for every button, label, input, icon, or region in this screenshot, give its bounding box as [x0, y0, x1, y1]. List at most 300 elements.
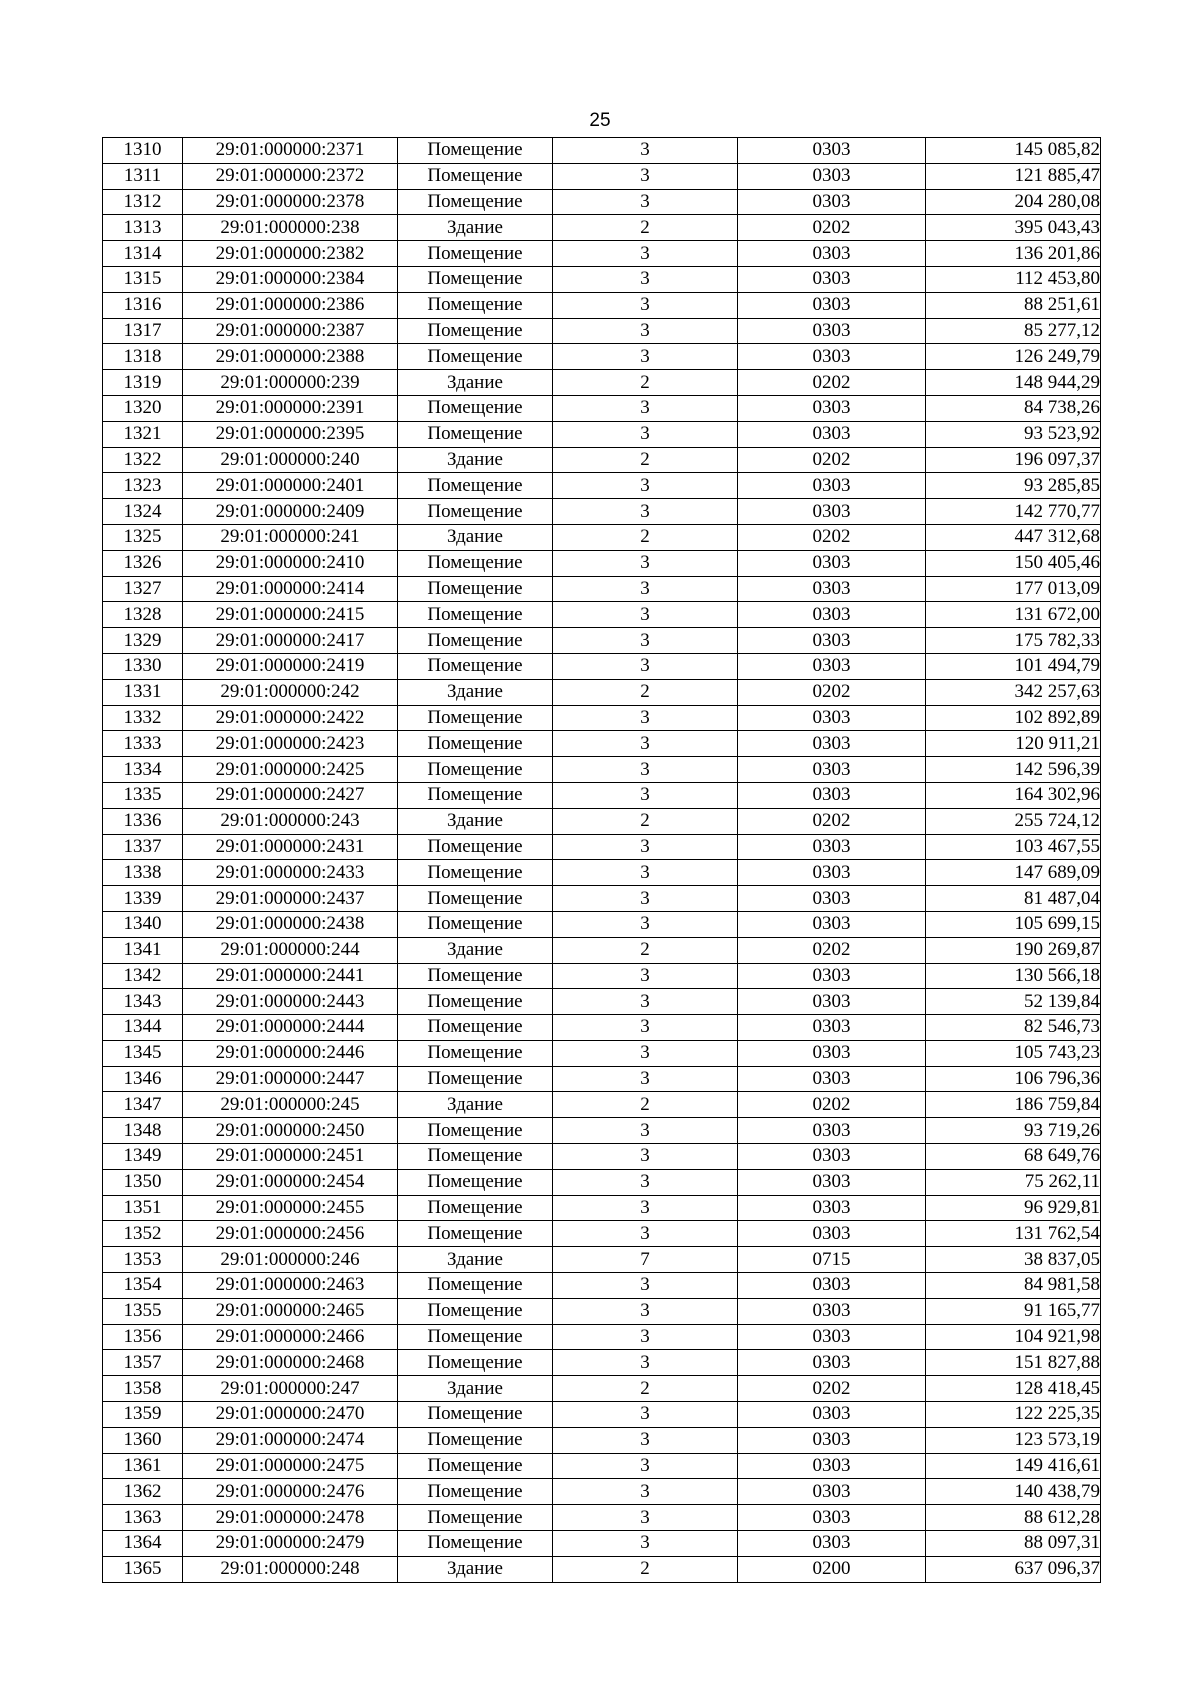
subgroup-code-cell: 0303	[738, 1169, 926, 1195]
group-cell: 3	[553, 1066, 738, 1092]
group-cell: 3	[553, 1221, 738, 1247]
page-number: 25	[589, 110, 611, 131]
row-number-cell: 1310	[103, 138, 183, 164]
row-number-cell: 1326	[103, 550, 183, 576]
group-cell: 3	[553, 1015, 738, 1041]
cadastral-value-cell: 93 719,26	[926, 1118, 1101, 1144]
cadastral-number-cell: 29:01:000000:2378	[183, 189, 398, 215]
subgroup-code-cell: 0303	[738, 782, 926, 808]
table-row	[103, 1066, 1101, 1092]
table-row	[103, 266, 1101, 292]
cadastral-value-cell: 81 487,04	[926, 886, 1101, 912]
group-cell: 7	[553, 1247, 738, 1273]
cadastral-value-cell: 126 249,79	[926, 344, 1101, 370]
subgroup-code-cell: 0303	[738, 1273, 926, 1299]
table-row	[103, 1453, 1101, 1479]
table-row	[103, 1376, 1101, 1402]
subgroup-code-cell: 0202	[738, 1092, 926, 1118]
group-cell: 3	[553, 1453, 738, 1479]
group-cell: 3	[553, 499, 738, 525]
table-row	[103, 602, 1101, 628]
cadastral-value-cell: 177 013,09	[926, 576, 1101, 602]
cadastral-value-cell: 148 944,29	[926, 370, 1101, 396]
object-type-cell: Помещение	[398, 138, 553, 164]
row-number-cell: 1315	[103, 266, 183, 292]
subgroup-code-cell: 0303	[738, 1298, 926, 1324]
table-row	[103, 395, 1101, 421]
subgroup-code-cell: 0202	[738, 215, 926, 241]
group-cell: 3	[553, 318, 738, 344]
table-row	[103, 576, 1101, 602]
cadastral-value-cell: 38 837,05	[926, 1247, 1101, 1273]
group-cell: 3	[553, 421, 738, 447]
cadastral-number-cell: 29:01:000000:2417	[183, 628, 398, 654]
group-cell: 2	[553, 808, 738, 834]
object-type-cell: Здание	[398, 447, 553, 473]
cadastral-value-cell: 186 759,84	[926, 1092, 1101, 1118]
object-type-cell: Помещение	[398, 628, 553, 654]
subgroup-code-cell: 0303	[738, 834, 926, 860]
cadastral-number-cell: 29:01:000000:2479	[183, 1531, 398, 1557]
object-type-cell: Здание	[398, 1092, 553, 1118]
group-cell: 3	[553, 1040, 738, 1066]
subgroup-code-cell: 0303	[738, 499, 926, 525]
cadastral-value-cell: 140 438,79	[926, 1479, 1101, 1505]
row-number-cell: 1350	[103, 1169, 183, 1195]
subgroup-code-cell: 0303	[738, 138, 926, 164]
group-cell: 3	[553, 602, 738, 628]
subgroup-code-cell: 0303	[738, 1221, 926, 1247]
group-cell: 3	[553, 138, 738, 164]
row-number-cell: 1336	[103, 808, 183, 834]
group-cell: 2	[553, 1092, 738, 1118]
cadastral-number-cell: 29:01:000000:238	[183, 215, 398, 241]
cadastral-number-cell: 29:01:000000:2414	[183, 576, 398, 602]
group-cell: 3	[553, 292, 738, 318]
cadastral-number-cell: 29:01:000000:2395	[183, 421, 398, 447]
subgroup-code-cell: 0200	[738, 1556, 926, 1582]
table-row	[103, 189, 1101, 215]
cadastral-value-cell: 84 738,26	[926, 395, 1101, 421]
object-type-cell: Помещение	[398, 1169, 553, 1195]
table-row	[103, 1427, 1101, 1453]
group-cell: 3	[553, 1144, 738, 1170]
subgroup-code-cell: 0715	[738, 1247, 926, 1273]
subgroup-code-cell: 0202	[738, 370, 926, 396]
cadastral-number-cell: 29:01:000000:242	[183, 679, 398, 705]
cadastral-number-cell: 29:01:000000:2470	[183, 1402, 398, 1428]
subgroup-code-cell: 0303	[738, 705, 926, 731]
object-type-cell: Здание	[398, 370, 553, 396]
row-number-cell: 1359	[103, 1402, 183, 1428]
subgroup-code-cell: 0202	[738, 447, 926, 473]
row-number-cell: 1335	[103, 782, 183, 808]
table-row	[103, 1144, 1101, 1170]
row-number-cell: 1327	[103, 576, 183, 602]
row-number-cell: 1338	[103, 860, 183, 886]
subgroup-code-cell: 0303	[738, 421, 926, 447]
table-row	[103, 757, 1101, 783]
cadastral-number-cell: 29:01:000000:244	[183, 937, 398, 963]
cadastral-number-cell: 29:01:000000:2437	[183, 886, 398, 912]
cadastral-value-cell: 93 523,92	[926, 421, 1101, 447]
table-row	[103, 499, 1101, 525]
object-type-cell: Помещение	[398, 1066, 553, 1092]
table-row	[103, 1040, 1101, 1066]
object-type-cell: Помещение	[398, 499, 553, 525]
group-cell: 3	[553, 628, 738, 654]
cadastral-value-cell: 122 225,35	[926, 1402, 1101, 1428]
object-type-cell: Помещение	[398, 1273, 553, 1299]
cadastral-number-cell: 29:01:000000:241	[183, 524, 398, 550]
cadastral-value-cell: 106 796,36	[926, 1066, 1101, 1092]
cadastral-value-cell: 164 302,96	[926, 782, 1101, 808]
row-number-cell: 1348	[103, 1118, 183, 1144]
row-number-cell: 1314	[103, 241, 183, 267]
cadastral-value-cell: 101 494,79	[926, 653, 1101, 679]
cadastral-number-cell: 29:01:000000:2415	[183, 602, 398, 628]
object-type-cell: Помещение	[398, 163, 553, 189]
row-number-cell: 1365	[103, 1556, 183, 1582]
object-type-cell: Помещение	[398, 653, 553, 679]
cadastral-value-cell: 103 467,55	[926, 834, 1101, 860]
row-number-cell: 1345	[103, 1040, 183, 1066]
cadastral-number-cell: 29:01:000000:2444	[183, 1015, 398, 1041]
cadastral-value-cell: 52 139,84	[926, 989, 1101, 1015]
subgroup-code-cell: 0303	[738, 1066, 926, 1092]
table-row	[103, 1298, 1101, 1324]
cadastral-value-cell: 105 743,23	[926, 1040, 1101, 1066]
cadastral-number-cell: 29:01:000000:243	[183, 808, 398, 834]
object-type-cell: Помещение	[398, 834, 553, 860]
cadastral-value-cell: 88 097,31	[926, 1531, 1101, 1557]
cadastral-value-cell: 136 201,86	[926, 241, 1101, 267]
cadastral-value-cell: 131 762,54	[926, 1221, 1101, 1247]
table-row	[103, 370, 1101, 396]
row-number-cell: 1324	[103, 499, 183, 525]
cadastral-value-cell: 88 251,61	[926, 292, 1101, 318]
table-row	[103, 679, 1101, 705]
row-number-cell: 1313	[103, 215, 183, 241]
row-number-cell: 1343	[103, 989, 183, 1015]
group-cell: 2	[553, 937, 738, 963]
table-row	[103, 344, 1101, 370]
object-type-cell: Помещение	[398, 757, 553, 783]
table-row	[103, 1015, 1101, 1041]
cadastral-value-cell: 104 921,98	[926, 1324, 1101, 1350]
cadastral-number-cell: 29:01:000000:2387	[183, 318, 398, 344]
row-number-cell: 1318	[103, 344, 183, 370]
cadastral-number-cell: 29:01:000000:2409	[183, 499, 398, 525]
cadastral-value-cell: 142 770,77	[926, 499, 1101, 525]
cadastral-number-cell: 29:01:000000:2422	[183, 705, 398, 731]
cadastral-value-cell: 85 277,12	[926, 318, 1101, 344]
row-number-cell: 1355	[103, 1298, 183, 1324]
cadastral-number-cell: 29:01:000000:245	[183, 1092, 398, 1118]
table-body	[103, 138, 1101, 1583]
cadastral-value-cell: 190 269,87	[926, 937, 1101, 963]
row-number-cell: 1312	[103, 189, 183, 215]
object-type-cell: Здание	[398, 1376, 553, 1402]
cadastral-value-cell: 204 280,08	[926, 189, 1101, 215]
cadastral-value-cell: 149 416,61	[926, 1453, 1101, 1479]
table-row	[103, 911, 1101, 937]
table-row	[103, 705, 1101, 731]
group-cell: 2	[553, 1556, 738, 1582]
object-type-cell: Помещение	[398, 911, 553, 937]
subgroup-code-cell: 0303	[738, 292, 926, 318]
object-type-cell: Помещение	[398, 731, 553, 757]
table-row	[103, 653, 1101, 679]
object-type-cell: Помещение	[398, 1402, 553, 1428]
row-number-cell: 1337	[103, 834, 183, 860]
row-number-cell: 1363	[103, 1505, 183, 1531]
cadastral-value-cell: 196 097,37	[926, 447, 1101, 473]
cadastral-value-cell: 130 566,18	[926, 963, 1101, 989]
cadastral-number-cell: 29:01:000000:2371	[183, 138, 398, 164]
group-cell: 3	[553, 266, 738, 292]
cadastral-number-cell: 29:01:000000:2425	[183, 757, 398, 783]
object-type-cell: Помещение	[398, 550, 553, 576]
object-type-cell: Помещение	[398, 1531, 553, 1557]
cadastral-value-cell: 142 596,39	[926, 757, 1101, 783]
subgroup-code-cell: 0303	[738, 757, 926, 783]
group-cell: 3	[553, 963, 738, 989]
subgroup-code-cell: 0303	[738, 1144, 926, 1170]
cadastral-number-cell: 29:01:000000:2419	[183, 653, 398, 679]
object-type-cell: Помещение	[398, 344, 553, 370]
subgroup-code-cell: 0303	[738, 1195, 926, 1221]
subgroup-code-cell: 0303	[738, 963, 926, 989]
group-cell: 3	[553, 189, 738, 215]
cadastral-number-cell: 29:01:000000:2423	[183, 731, 398, 757]
subgroup-code-cell: 0303	[738, 266, 926, 292]
group-cell: 3	[553, 782, 738, 808]
row-number-cell: 1319	[103, 370, 183, 396]
row-number-cell: 1341	[103, 937, 183, 963]
row-number-cell: 1321	[103, 421, 183, 447]
group-cell: 3	[553, 1195, 738, 1221]
cadastral-value-cell: 84 981,58	[926, 1273, 1101, 1299]
table-row	[103, 731, 1101, 757]
object-type-cell: Здание	[398, 215, 553, 241]
row-number-cell: 1347	[103, 1092, 183, 1118]
object-type-cell: Помещение	[398, 1350, 553, 1376]
subgroup-code-cell: 0303	[738, 989, 926, 1015]
cadastral-number-cell: 29:01:000000:2451	[183, 1144, 398, 1170]
subgroup-code-cell: 0303	[738, 1350, 926, 1376]
object-type-cell: Помещение	[398, 1505, 553, 1531]
cadastral-number-cell: 29:01:000000:2401	[183, 473, 398, 499]
table-row	[103, 886, 1101, 912]
cadastral-number-cell: 29:01:000000:2474	[183, 1427, 398, 1453]
table-row	[103, 808, 1101, 834]
cadastral-number-cell: 29:01:000000:247	[183, 1376, 398, 1402]
subgroup-code-cell: 0303	[738, 1402, 926, 1428]
row-number-cell: 1317	[103, 318, 183, 344]
cadastral-number-cell: 29:01:000000:2450	[183, 1118, 398, 1144]
table-row	[103, 937, 1101, 963]
table-row	[103, 1118, 1101, 1144]
group-cell: 2	[553, 447, 738, 473]
object-type-cell: Помещение	[398, 1453, 553, 1479]
subgroup-code-cell: 0303	[738, 1040, 926, 1066]
object-type-cell: Помещение	[398, 1298, 553, 1324]
table-row	[103, 1505, 1101, 1531]
table-row	[103, 473, 1101, 499]
cadastral-value-cell: 123 573,19	[926, 1427, 1101, 1453]
table-row	[103, 989, 1101, 1015]
cadastral-number-cell: 29:01:000000:2447	[183, 1066, 398, 1092]
table-row	[103, 1402, 1101, 1428]
subgroup-code-cell: 0303	[738, 886, 926, 912]
group-cell: 3	[553, 1350, 738, 1376]
table-row	[103, 628, 1101, 654]
table-row	[103, 1350, 1101, 1376]
row-number-cell: 1351	[103, 1195, 183, 1221]
table-row	[103, 1221, 1101, 1247]
cadastral-value-cell: 75 262,11	[926, 1169, 1101, 1195]
subgroup-code-cell: 0303	[738, 1015, 926, 1041]
table-row	[103, 1092, 1101, 1118]
object-type-cell: Помещение	[398, 266, 553, 292]
cadastral-number-cell: 29:01:000000:2465	[183, 1298, 398, 1324]
group-cell: 3	[553, 1427, 738, 1453]
table-row	[103, 421, 1101, 447]
row-number-cell: 1342	[103, 963, 183, 989]
group-cell: 3	[553, 1169, 738, 1195]
cadastral-number-cell: 29:01:000000:2388	[183, 344, 398, 370]
cadastral-number-cell: 29:01:000000:2443	[183, 989, 398, 1015]
subgroup-code-cell: 0303	[738, 1453, 926, 1479]
subgroup-code-cell: 0202	[738, 1376, 926, 1402]
group-cell: 3	[553, 1324, 738, 1350]
row-number-cell: 1349	[103, 1144, 183, 1170]
row-number-cell: 1330	[103, 653, 183, 679]
object-type-cell: Помещение	[398, 1324, 553, 1350]
cadastral-value-cell: 68 649,76	[926, 1144, 1101, 1170]
table-row	[103, 138, 1101, 164]
cadastral-value-cell: 88 612,28	[926, 1505, 1101, 1531]
subgroup-code-cell: 0303	[738, 911, 926, 937]
row-number-cell: 1362	[103, 1479, 183, 1505]
cadastral-value-cell: 447 312,68	[926, 524, 1101, 550]
cadastral-number-cell: 29:01:000000:2431	[183, 834, 398, 860]
table-row	[103, 550, 1101, 576]
group-cell: 3	[553, 731, 738, 757]
cadastral-value-cell: 395 043,43	[926, 215, 1101, 241]
table-row	[103, 524, 1101, 550]
group-cell: 3	[553, 395, 738, 421]
object-type-cell: Помещение	[398, 1040, 553, 1066]
cadastral-number-cell: 29:01:000000:2456	[183, 1221, 398, 1247]
row-number-cell: 1334	[103, 757, 183, 783]
cadastral-number-cell: 29:01:000000:2382	[183, 241, 398, 267]
cadastral-value-cell: 151 827,88	[926, 1350, 1101, 1376]
table-row	[103, 1169, 1101, 1195]
table-row	[103, 963, 1101, 989]
cadastral-number-cell: 29:01:000000:2454	[183, 1169, 398, 1195]
subgroup-code-cell: 0202	[738, 524, 926, 550]
cadastral-value-table	[102, 137, 1101, 1583]
cadastral-number-cell: 29:01:000000:2476	[183, 1479, 398, 1505]
cadastral-number-cell: 29:01:000000:2433	[183, 860, 398, 886]
cadastral-value-cell: 342 257,63	[926, 679, 1101, 705]
table-row	[103, 447, 1101, 473]
cadastral-number-cell: 29:01:000000:248	[183, 1556, 398, 1582]
cadastral-value-cell: 91 165,77	[926, 1298, 1101, 1324]
group-cell: 3	[553, 576, 738, 602]
cadastral-value-cell: 82 546,73	[926, 1015, 1101, 1041]
cadastral-value-cell: 121 885,47	[926, 163, 1101, 189]
group-cell: 3	[553, 473, 738, 499]
group-cell: 3	[553, 886, 738, 912]
cadastral-number-cell: 29:01:000000:2372	[183, 163, 398, 189]
cadastral-number-cell: 29:01:000000:2427	[183, 782, 398, 808]
cadastral-number-cell: 29:01:000000:2441	[183, 963, 398, 989]
row-number-cell: 1361	[103, 1453, 183, 1479]
object-type-cell: Помещение	[398, 989, 553, 1015]
group-cell: 3	[553, 834, 738, 860]
subgroup-code-cell: 0303	[738, 1479, 926, 1505]
row-number-cell: 1328	[103, 602, 183, 628]
object-type-cell: Здание	[398, 1556, 553, 1582]
group-cell: 3	[553, 1505, 738, 1531]
object-type-cell: Помещение	[398, 886, 553, 912]
table-row	[103, 1324, 1101, 1350]
cadastral-number-cell: 29:01:000000:2384	[183, 266, 398, 292]
table-row	[103, 782, 1101, 808]
object-type-cell: Помещение	[398, 860, 553, 886]
subgroup-code-cell: 0303	[738, 1118, 926, 1144]
cadastral-value-cell: 93 285,85	[926, 473, 1101, 499]
subgroup-code-cell: 0303	[738, 241, 926, 267]
subgroup-code-cell: 0202	[738, 679, 926, 705]
group-cell: 2	[553, 524, 738, 550]
row-number-cell: 1332	[103, 705, 183, 731]
row-number-cell: 1352	[103, 1221, 183, 1247]
cadastral-number-cell: 29:01:000000:2468	[183, 1350, 398, 1376]
row-number-cell: 1360	[103, 1427, 183, 1453]
object-type-cell: Здание	[398, 937, 553, 963]
cadastral-value-cell: 637 096,37	[926, 1556, 1101, 1582]
object-type-cell: Помещение	[398, 1118, 553, 1144]
subgroup-code-cell: 0303	[738, 731, 926, 757]
object-type-cell: Помещение	[398, 318, 553, 344]
table-row	[103, 1247, 1101, 1273]
subgroup-code-cell: 0303	[738, 395, 926, 421]
table-row	[103, 1531, 1101, 1557]
row-number-cell: 1356	[103, 1324, 183, 1350]
table-row	[103, 241, 1101, 267]
table-row	[103, 860, 1101, 886]
group-cell: 3	[553, 653, 738, 679]
cadastral-number-cell: 29:01:000000:2446	[183, 1040, 398, 1066]
cadastral-number-cell: 29:01:000000:2410	[183, 550, 398, 576]
object-type-cell: Помещение	[398, 576, 553, 602]
table-row	[103, 1479, 1101, 1505]
row-number-cell: 1322	[103, 447, 183, 473]
object-type-cell: Помещение	[398, 189, 553, 215]
cadastral-number-cell: 29:01:000000:2478	[183, 1505, 398, 1531]
cadastral-number-cell: 29:01:000000:246	[183, 1247, 398, 1273]
table-row	[103, 163, 1101, 189]
object-type-cell: Помещение	[398, 1015, 553, 1041]
group-cell: 3	[553, 1531, 738, 1557]
object-type-cell: Здание	[398, 808, 553, 834]
row-number-cell: 1333	[103, 731, 183, 757]
table-row	[103, 292, 1101, 318]
